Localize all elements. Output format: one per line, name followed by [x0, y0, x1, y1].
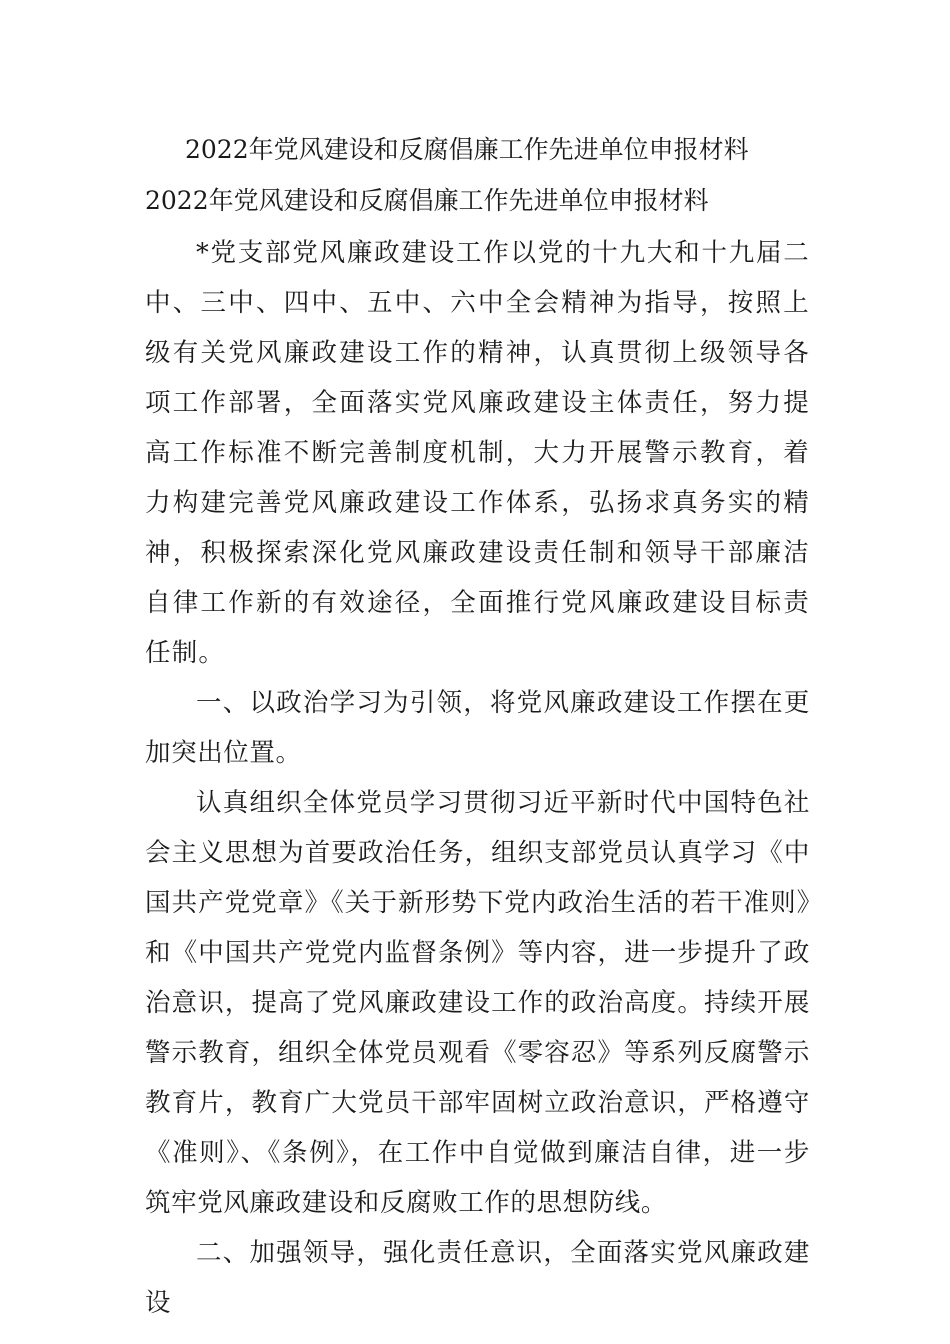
paragraph-section-1-heading: 一、以政治学习为引领，将党风廉政建设工作摆在更加突出位置。	[145, 688, 810, 768]
paragraph-section-1-body: 认真组织全体党员学习贯彻习近平新时代中国特色社会主义思想为首要政治任务，组织支部党员认真学习《中国共产党党章》《关于新形势下党内政治生活的若干准则》和《中国共产党党内监督条例》等内容，进一步提升了政治意识，提高了党风廉政建设工作的政治高度。持续开展警示教育，组织全体党员观看《零容忍》等系列反腐警示教育片，教育广大党员干部牢固树立政治意识，严格遵守《准则》、《条例》，在工作中自觉做到廉洁自律，进一步筑牢党风廉政建设和反腐败工作的思想防线。	[145, 788, 810, 1218]
document-body	[145, 228, 810, 1328]
paragraph-intro: *党支部党风廉政建设工作以党的十九大和十九届二中、三中、四中、五中、六中全会精神为指导，按照上级有关党风廉政建设工作的精神，认真贯彻上级领导各项工作部署，全面落实党风廉政建设主体责任，努力提高工作标准不断完善制度机制，大力开展警示教育，着力构建完善党风廉政建设工作体系，弘扬求真务实的精神，积极探索深化党风廉政建设责任制和领导干部廉洁自律工作新的有效途径，全面推行党风廉政建设目标责任制。	[145, 238, 810, 668]
paragraph-section-2-heading: 二、加强领导，强化责任意识，全面落实党风廉政建设	[145, 1238, 810, 1318]
document-title: 2022年党风建设和反腐倡廉工作先进单位申报材料	[185, 135, 749, 164]
document-subtitle: 2022年党风建设和反腐倡廉工作先进单位申报材料	[145, 186, 709, 215]
